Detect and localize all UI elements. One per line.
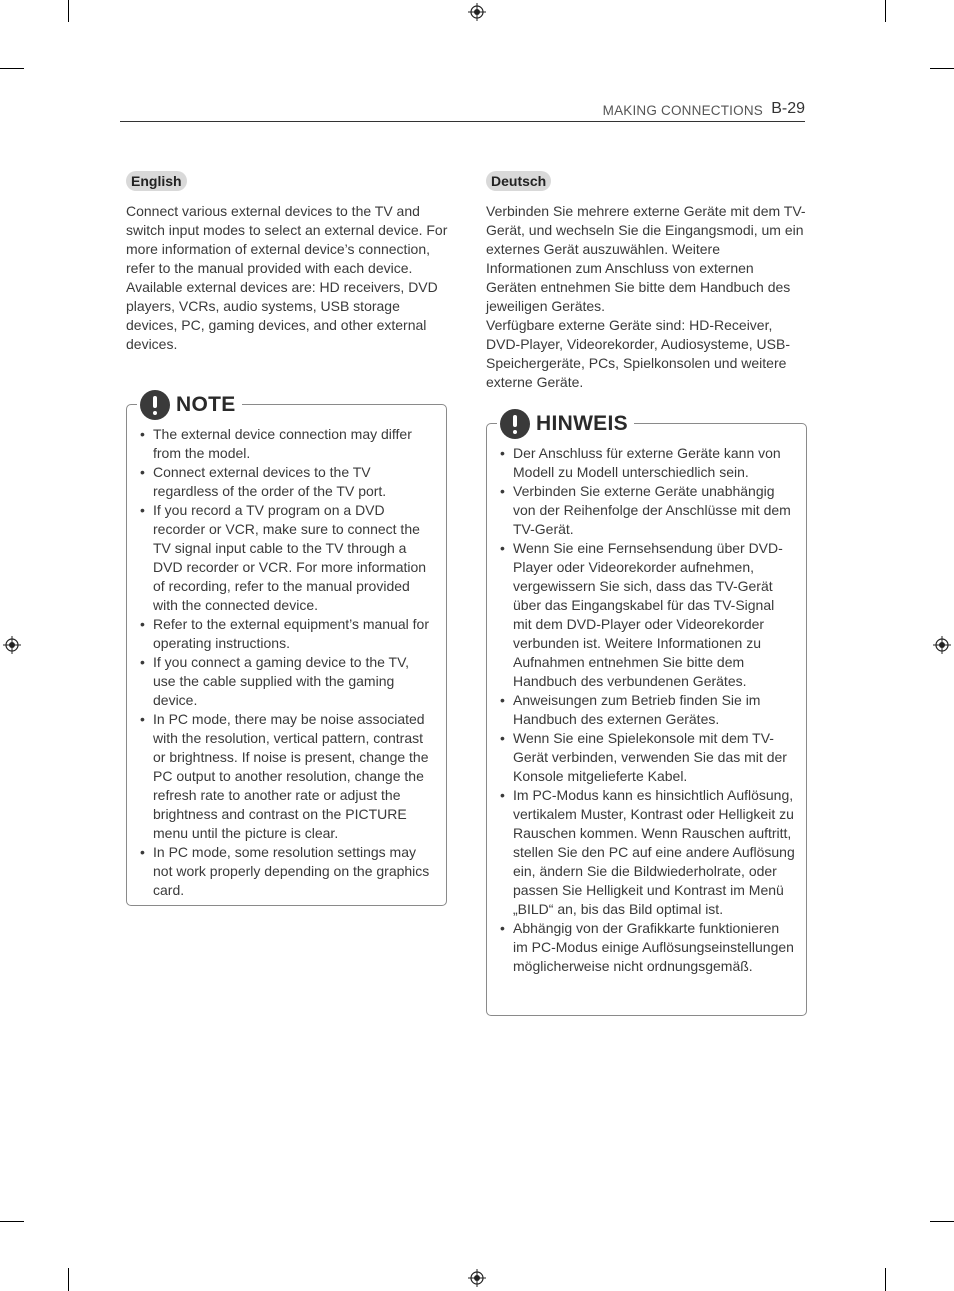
list-item: • Abhängig von der Grafikkarte funktionieren im PC-Modus einige Auflösungseinstellungen möglicherweise nicht ordnungsgemäß. [499, 919, 795, 976]
registration-mark-icon [933, 636, 951, 654]
registration-mark-icon [468, 1269, 486, 1287]
crop-mark [930, 68, 954, 69]
hinweis-list [499, 444, 795, 976]
crop-mark [0, 1221, 24, 1222]
list-item: • Connect external devices to the TV regardless of the order of the TV port. [139, 463, 435, 501]
crop-mark [885, 1268, 886, 1291]
registration-mark-icon [3, 636, 21, 654]
list-item: • Refer to the external equipment’s manual for operating instructions. [139, 615, 435, 653]
list-item: • If you connect a gaming device to the TV, use the cable supplied with the gaming device. [139, 653, 435, 710]
english-intro [126, 202, 448, 354]
registration-mark-icon [468, 3, 486, 21]
list-item: • Wenn Sie eine Fernsehsendung über DVD-Player oder Videorekorder aufnehmen, vergewissern Sie sich, dass das TV-Gerät über das Eingangskabel für das TV-Signal mit dem DVD-Player oder Videorekorder verbunden ist. Weitere Informationen zu Aufnahmen entnehmen Sie bitte dem Handbuch des verbundenen Gerätes. [499, 539, 795, 691]
list-item: • If you record a TV program on a DVD recorder or VCR, make sure to connect the TV signal input cable to the TV through a DVD recorder or VCR. For more information of recording, refer to the manual provided with the connected device. [139, 501, 435, 615]
language-tag-deutsch: Deutsch [486, 171, 551, 191]
paragraph: Available external devices are: HD receivers, DVD players, VCRs, audio systems, USB storage devices, PC, gaming devices, and other external devices. [126, 279, 438, 352]
crop-mark [885, 0, 886, 22]
crop-mark [68, 1268, 69, 1291]
paragraph: Connect various external devices to the TV and switch input modes to select an external device. For more information of external device’s connection, refer to the manual provided with each device. [126, 203, 448, 276]
note-title: NOTE [176, 393, 236, 416]
crop-mark [68, 0, 69, 22]
page-number: B-29 [771, 100, 805, 117]
section-title: MAKING CONNECTIONS [602, 103, 763, 118]
note-list [139, 425, 435, 900]
list-item: • In PC mode, there may be noise associated with the resolution, vertical pattern, contrast or brightness. If noise is present, change the PC output to another resolution, change the refresh rate to another rate or adjust the brightness and contrast on the PICTURE menu until the picture is clear. [139, 710, 435, 843]
list-item: • The external device connection may differ from the model. [139, 425, 435, 463]
note-header [137, 389, 242, 421]
list-item: • Anweisungen zum Betrieb finden Sie im Handbuch des externen Gerätes. [499, 691, 795, 729]
exclamation-icon [140, 390, 170, 420]
hinweis-title: HINWEIS [536, 412, 628, 435]
paragraph: Verbinden Sie mehrere externe Geräte mit dem TV-Gerät, und wechseln Sie die Eingangsmodi, um ein externes Gerät auszuwählen. Weitere Informationen zum Anschluss von externen Geräten entnehmen Sie bitte dem Handbuch des jeweiligen Gerätes. [486, 203, 806, 314]
list-item: • In PC mode, some resolution settings may not work properly depending on the graphics card. [139, 843, 435, 900]
note-box [126, 393, 447, 906]
deutsch-intro [486, 202, 808, 392]
exclamation-icon [500, 409, 530, 439]
crop-mark [0, 68, 24, 69]
crop-mark [930, 1221, 954, 1222]
list-item: • Wenn Sie eine Spielekonsole mit dem TV-Gerät verbinden, verwenden Sie das mit der Konsole mitgelieferte Kabel. [499, 729, 795, 786]
page-header [120, 99, 805, 122]
list-item: • Im PC-Modus kann es hinsichtlich Auflösung, vertikalem Muster, Kontrast oder Helligkeit zu Rauschen kommen. Wenn Rauschen auftritt, stellen Sie den PC auf eine andere Auflösung ein, ändern Sie die Bildwiederholrate, oder passen Sie Helligkeit und Kontrast im Menü „BILD“ an, bis das Bild optimal ist. [499, 786, 795, 919]
hinweis-header [497, 408, 634, 440]
list-item: • Der Anschluss für externe Geräte kann von Modell zu Modell unterschiedlich sein. [499, 444, 795, 482]
hinweis-box [486, 412, 807, 1016]
paragraph: Verfügbare externe Geräte sind: HD-Receiver, DVD-Player, Videorekorder, Audiosysteme, USB-Speichergeräte, PCs, Spielkonsolen und weitere externe Geräte. [486, 317, 790, 390]
list-item: • Verbinden Sie externe Geräte unabhängig von der Reihenfolge der Anschlüsse mit dem TV-Gerät. [499, 482, 795, 539]
language-tag-english: English [126, 171, 187, 191]
